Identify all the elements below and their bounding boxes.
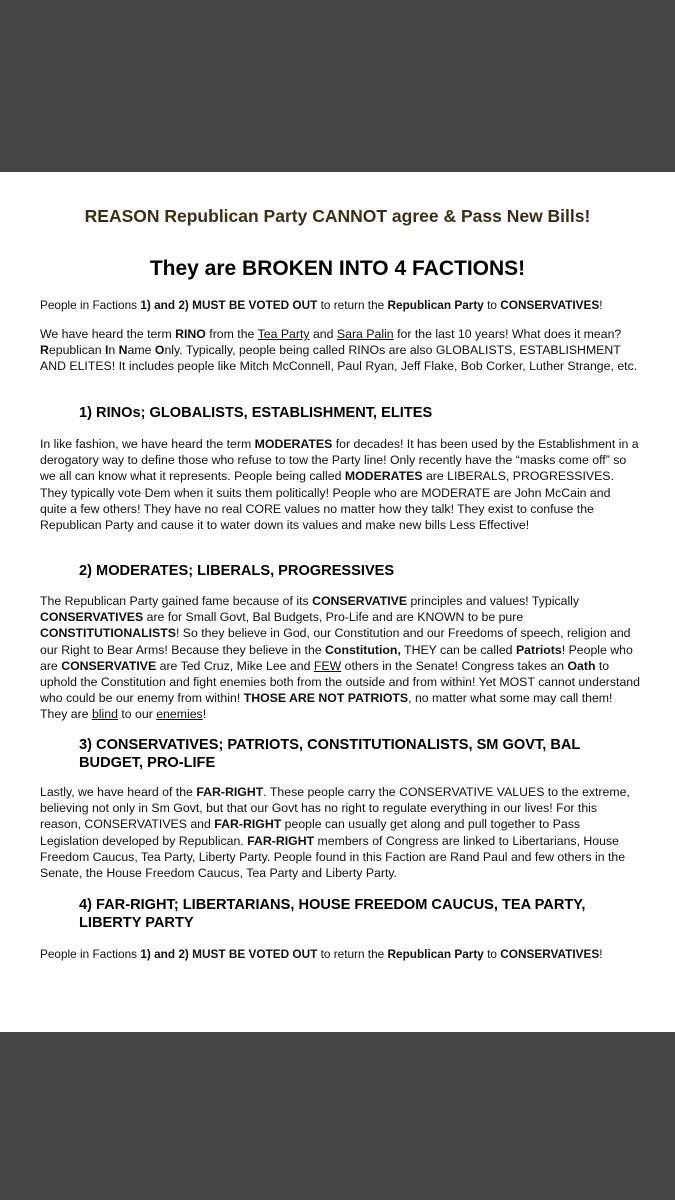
bottom-frame-bar xyxy=(0,1032,675,1200)
faction-3-heading: 3) CONSERVATIVES; PATRIOTS, CONSTITUTIONALISTS, SM GOVT, BAL BUDGET, PRO-LIFE xyxy=(79,737,581,771)
document-page xyxy=(0,172,675,1032)
outro-paragraph: People in Factions 1) and 2) MUST BE VOTED OUT to return the Republican Party to CONSERVATIVES! xyxy=(40,947,603,961)
faction-2-heading: 2) MODERATES; LIBERALS, PROGRESSIVES xyxy=(79,563,395,579)
document-subtitle: They are BROKEN INTO 4 FACTIONS! xyxy=(149,257,526,280)
intro-paragraph: People in Factions 1) and 2) MUST BE VOTED OUT to return the Republican Party to CONSERVATIVES! xyxy=(40,298,603,312)
document-title: REASON Republican Party CANNOT agree & Pass New Bills! xyxy=(84,206,591,226)
faction-4-heading: 4) FAR-RIGHT; LIBERTARIANS, HOUSE FREEDOM CAUCUS, TEA PARTY, LIBERTY PARTY xyxy=(79,897,586,931)
far-right-paragraph: Lastly, we have heard of the FAR-RIGHT. These people carry the CONSERVATIVE VALUES to the extreme, believing not only in Sm Govt, but that our Govt has no right to regulate everything in our lives! For this reason, CONSERVATIVES and FAR-RIGHT people can usually get along and pull together to Pass Legislation developed by Republican. FAR-RIGHT members of Congress are linked to Libertarians, House Freedom Caucus, Tea Party, Liberty Party. People found in this Faction are Rand Paul and few others in the Senate, the House Freedom Caucus, Tea Party and Liberty Party. xyxy=(40,785,630,881)
moderates-paragraph: In like fashion, we have heard the term MODERATES for decades! It has been used by the Establishment in a derogatory way to define those who refuse to tow the Party line! Only recently have the “masks come off” so we all can know what it represents. People being called MODERATES are LIBERALS, PROGRESSIVES. They typically vote Dem when it suits them politically! People who are MODERATE are John McCain and quite a few others! They have no real CORE values no matter how they talk! They exist to confuse the Republican Party and cause it to water down its values and make new bills Less Effective! xyxy=(40,437,639,533)
faction-1-heading: 1) RINOs; GLOBALISTS, ESTABLISHMENT, ELITES xyxy=(79,405,433,421)
rino-paragraph: We have heard the term RINO from the Tea Party and Sara Palin for the last 10 years! What does it mean? Republican In Name Only. Typically, people being called RINOs are also GLOBALISTS, ESTABLISHMENT AND ELITES! It includes people like Mitch McConnell, Paul Ryan, Jeff Flake, Bob Corker, Luther Strange, etc. xyxy=(40,327,638,374)
conservatives-paragraph: The Republican Party gained fame because of its CONSERVATIVE principles and values! Typically CONSERVATIVES are for Small Govt, Bal Budgets, Pro-Life and are KNOWN to be pure CONSTITUTIONALISTS! So they believe in God, our Constitution and our Freedoms of speech, religion and our Right to Bear Arms! Because they believe in the Constitution, THEY can be called Patriots! People who are CONSERVATIVE are Ted Cruz, Mike Lee and FEW others in the Senate! Congress takes an Oath to uphold the Constitution and fight enemies both from the outside and from within! Yet MOST cannot understand who could be our enemy from within! THOSE ARE NOT PATRIOTS, no matter what some may call them! They are blind to our enemies! xyxy=(40,594,640,722)
top-frame-bar xyxy=(0,0,675,172)
